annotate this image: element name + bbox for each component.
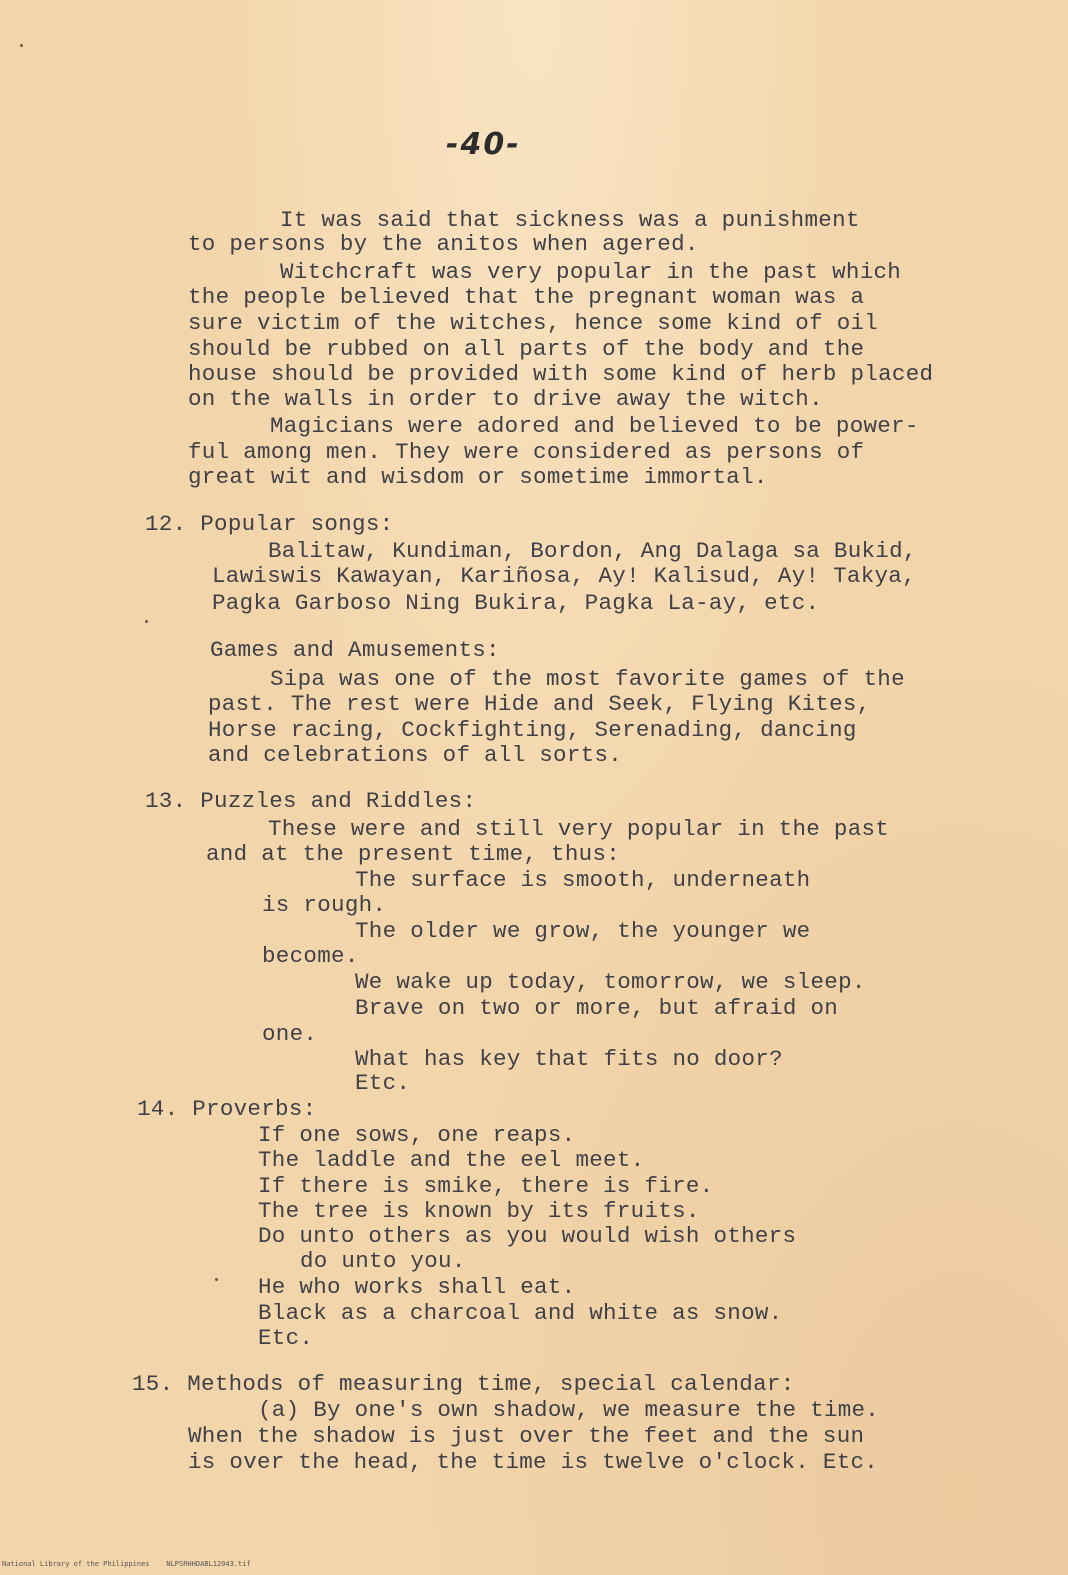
section-13-line: and at the present time, thus: <box>206 841 621 867</box>
intro-line: ful among men. They were considered as persons of <box>188 439 865 465</box>
section-12-line: Pagka Garboso Ning Bukira, Pagka La-ay, etc. <box>212 590 820 616</box>
section-15-line: (a) By one's own shadow, we measure the time. <box>258 1397 880 1423</box>
intro-line: house should be provided with some kind of herb placed <box>188 361 934 387</box>
proverb-line: Do unto others as you would wish others <box>258 1223 797 1249</box>
games-line: and celebrations of all sorts. <box>208 742 623 768</box>
intro-line: great wit and wisdom or sometime immortal. <box>188 464 768 490</box>
section-13-heading: 13. Puzzles and Riddles: <box>145 788 477 814</box>
games-line: past. The rest were Hide and Seek, Flying Kites, <box>208 691 871 717</box>
proverb-line: Black as a charcoal and white as snow. <box>258 1300 783 1326</box>
proverb-line: Etc. <box>258 1325 314 1351</box>
intro-line: It was said that sickness was a punishment <box>280 207 860 233</box>
paper-speck <box>145 620 148 623</box>
riddle-line: is rough. <box>262 892 387 918</box>
section-12-line: Lawiswis Kawayan, Kariñosa, Ay! Kalisud, Ay! Takya, <box>212 563 916 589</box>
proverb-line: If there is smike, there is fire. <box>258 1173 714 1199</box>
section-15-line: When the shadow is just over the feet and the sun <box>188 1423 865 1449</box>
games-heading: Games and Amusements: <box>210 637 500 663</box>
paper-speck <box>215 1278 218 1281</box>
riddle-line: We wake up today, tomorrow, we sleep. <box>355 969 866 995</box>
proverb-line: If one sows, one reaps. <box>258 1122 576 1148</box>
section-12-heading: 12. Popular songs: <box>145 511 394 537</box>
section-12-line: Balitaw, Kundiman, Bordon, Ang Dalaga sa Bukid, <box>268 538 917 564</box>
riddle-line: The older we grow, the younger we <box>355 918 811 944</box>
riddle-line: The surface is smooth, underneath <box>355 867 811 893</box>
section-14-heading: 14. Proverbs: <box>137 1096 317 1122</box>
intro-line: Magicians were adored and believed to be power- <box>270 413 919 439</box>
proverb-line: He who works shall eat. <box>258 1274 576 1300</box>
section-13-line: These were and still very popular in the past <box>268 816 890 842</box>
section-15-heading: 15. Methods of measuring time, special calendar: <box>132 1371 795 1397</box>
intro-line: should be rubbed on all parts of the body and the <box>188 336 865 362</box>
riddle-line: Brave on two or more, but afraid on <box>355 995 839 1021</box>
proverb-line: The laddle and the eel meet. <box>258 1147 645 1173</box>
intro-line: to persons by the anitos when agered. <box>188 231 699 257</box>
riddle-line: Etc. <box>355 1070 411 1096</box>
riddle-line: become. <box>262 943 359 969</box>
games-line: Sipa was one of the most favorite games of the <box>270 666 905 692</box>
intro-line: sure victim of the witches, hence some kind of oil <box>188 310 879 336</box>
paper-speck <box>20 44 23 47</box>
page-number: -40- <box>446 127 521 162</box>
games-line: Horse racing, Cockfighting, Serenading, dancing <box>208 717 857 743</box>
riddle-line: one. <box>262 1021 318 1047</box>
proverb-line: do unto you. <box>300 1248 466 1274</box>
section-15-line: is over the head, the time is twelve o'clock. Etc. <box>188 1449 879 1475</box>
intro-line: Witchcraft was very popular in the past which <box>280 259 902 285</box>
archive-footer: National Library of the Philippines NLPSRHHDABL12043.tif <box>2 1560 251 1568</box>
intro-line: on the walls in order to drive away the witch. <box>188 386 823 412</box>
proverb-line: The tree is known by its fruits. <box>258 1198 700 1224</box>
intro-line: the people believed that the pregnant woman was a <box>188 284 865 310</box>
riddle-line: What has key that fits no door? <box>355 1046 783 1072</box>
